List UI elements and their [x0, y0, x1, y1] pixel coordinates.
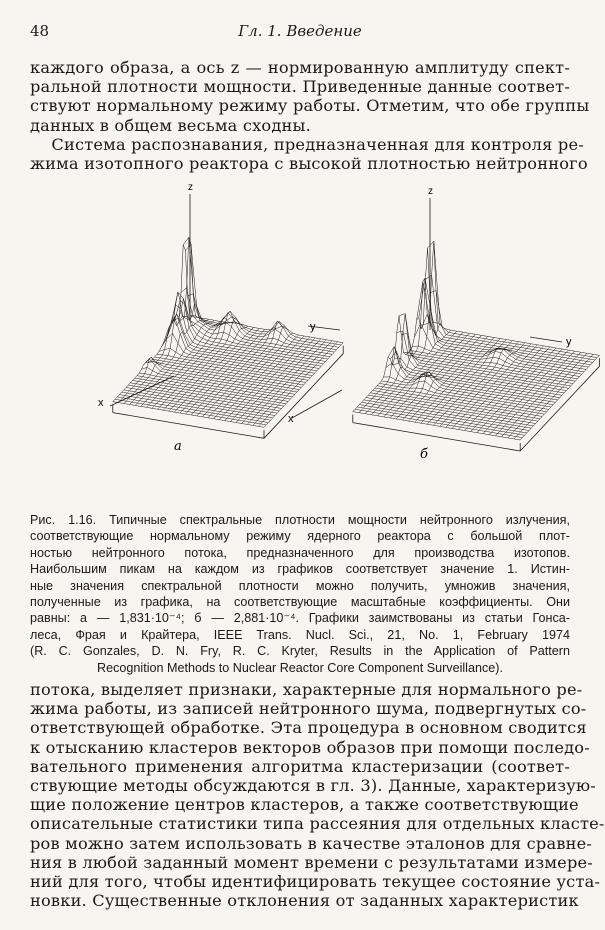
grid-line	[362, 402, 529, 430]
caption-line: леса, Фрая и Крайтера, IEEE Trans. Nucl. Sci., 21, No. 1, February 1974	[30, 627, 570, 642]
grid-line	[174, 327, 253, 412]
caption-line: соответствующие нормальному режиму ядерного реактора с большой плот-	[30, 529, 570, 544]
text-line: Система распознавания, предназначенная для контроля ре-	[30, 134, 584, 154]
panel-a-z-label: z	[188, 182, 193, 193]
grid-line	[359, 405, 526, 433]
grid-line	[152, 318, 231, 409]
grid-line	[440, 342, 519, 427]
grid-line	[371, 330, 450, 415]
slab-edge	[353, 423, 520, 451]
panel-b-label: б	[420, 447, 428, 462]
text-line: ральной плотности мощности. Приведенные данные соответ-	[30, 77, 570, 97]
grid-line	[396, 334, 475, 419]
grid-line	[446, 343, 525, 428]
caption-line: равны: а — 1,831·10⁻⁴; б — 2,881·10⁻⁴. Графики заимствованы из статьи Гонса-	[30, 611, 570, 626]
grid-line	[368, 395, 535, 423]
grid-line	[183, 237, 334, 352]
grid-line	[402, 335, 481, 420]
grid-line	[247, 340, 326, 425]
caption-line: ностью нейтронного потока, предназначенного для производства изотопов.	[30, 545, 570, 560]
grid-line	[219, 335, 298, 420]
grid-line	[495, 351, 574, 436]
text-line: ствуют нормальному режиму работы. Отметим, что обе группы	[30, 96, 590, 116]
x-axis	[292, 390, 342, 418]
text-line: данных в общем весьма сходны.	[30, 115, 311, 135]
grid-line	[373, 390, 540, 418]
text-line: ответствующей обработке. Эта процедура в основном сводится	[30, 718, 587, 738]
grid-line	[242, 339, 321, 424]
text-line: жима изотопного реактора с высокой плотностью нейтронного	[30, 154, 588, 174]
text-line: описательные статистики типа рассеяния для отдельных класте-	[30, 814, 605, 834]
caption-line: полученные из графика, на соответствующие масштабные коэффициенты. Они	[30, 595, 570, 610]
text-line: щие положение центров кластеров, а также соответствующие	[30, 795, 579, 815]
panel-b-x-label: x	[288, 413, 294, 425]
panel-b-y-label: y	[566, 336, 572, 348]
grid-line	[258, 342, 337, 427]
text-line: к отысканию кластеров векторов образов при помощи последо-	[30, 737, 590, 757]
grid-line	[483, 349, 562, 434]
panel-b-z-label: z	[428, 186, 433, 197]
text-line: ния в любой заданный момент времени с результатами измере-	[30, 852, 593, 872]
caption-line: (R. C. Gonzales, D. N. Fry, R. C. Kryter, Results in the Application of Pattern	[30, 644, 570, 659]
grid-line	[514, 354, 593, 439]
grid-line	[458, 345, 537, 430]
grid-line	[379, 383, 546, 411]
text-line: новки. Существенные отклонения от заданных характеристик	[30, 891, 579, 911]
grid-line	[378, 331, 457, 416]
grid-line	[375, 388, 542, 416]
slab-edge	[520, 366, 599, 451]
grid-line	[370, 393, 537, 421]
text-line: ров можно затем использовать в качестве эталонов для сравне-	[30, 833, 593, 853]
page-number: 48	[30, 22, 50, 40]
panel-b-surface	[292, 198, 599, 451]
grid-line	[357, 407, 524, 435]
y-axis	[530, 337, 562, 342]
grid-line	[508, 353, 587, 438]
grid-line	[179, 318, 330, 357]
text-line: каждого образа, а ось z — нормированную амплитуду спект-	[30, 58, 570, 77]
text-line: вательного применения алгоритма кластеризации (соответ-	[30, 756, 570, 776]
caption-line: Recognition Methods to Nuclear Reactor Core Component Surveillance).	[96, 660, 503, 675]
caption-line: ные значения спектральной плотности можно получить, умножив значения,	[30, 578, 570, 593]
x-axis	[110, 376, 174, 406]
figure-caption	[30, 512, 570, 676]
grid-line	[430, 291, 597, 358]
caption-line: Наибольшим пикам на каждом из графиков соответствует значение 1. Истин-	[30, 562, 570, 577]
figure-1-16	[98, 180, 580, 470]
panel-a-surface	[110, 194, 343, 438]
bottom-paragraph	[30, 680, 605, 911]
grid-line	[377, 386, 544, 414]
grid-line	[419, 278, 586, 369]
panel-a-x-label: x	[98, 397, 104, 409]
grid-line	[353, 412, 520, 440]
grid-line	[355, 409, 522, 437]
text-line: ствующие методы обсуждаются в гл. 3). Данные, характеризую-	[30, 776, 596, 796]
grid-line	[401, 334, 568, 389]
grid-line	[236, 338, 315, 423]
running-title: Гл. 1. Введение	[238, 22, 362, 40]
grid-line	[169, 326, 248, 411]
grid-line	[415, 338, 494, 423]
grid-line	[409, 336, 488, 421]
grid-line	[366, 398, 533, 426]
grid-line	[489, 350, 568, 435]
grid-line	[452, 344, 531, 429]
surface-plots	[98, 180, 580, 470]
page-header	[30, 22, 570, 46]
grid-line	[364, 400, 531, 428]
top-paragraph	[30, 58, 590, 174]
caption-line: Рис. 1.16. Типичные спектральные плотности мощности нейтронного излучения,	[30, 513, 570, 527]
panel-a-label: а	[174, 439, 182, 454]
text-line: жима работы, из записей нейтронного шума, подвергнутых со-	[30, 699, 587, 719]
grid-line	[230, 337, 309, 422]
grid-line	[264, 343, 343, 428]
grid-line	[381, 381, 548, 410]
grid-line	[186, 329, 265, 414]
text-line: потока, выделяет признаки, характерные для нормального ре-	[30, 680, 583, 699]
panel-a-y-label: y	[310, 321, 316, 333]
slab-edge	[113, 413, 264, 439]
grid-line	[163, 318, 242, 411]
grid-line	[520, 355, 599, 440]
grid-line	[477, 348, 556, 433]
text-line: ний для того, чтобы идентифицировать текущее состояние уста-	[30, 872, 601, 892]
